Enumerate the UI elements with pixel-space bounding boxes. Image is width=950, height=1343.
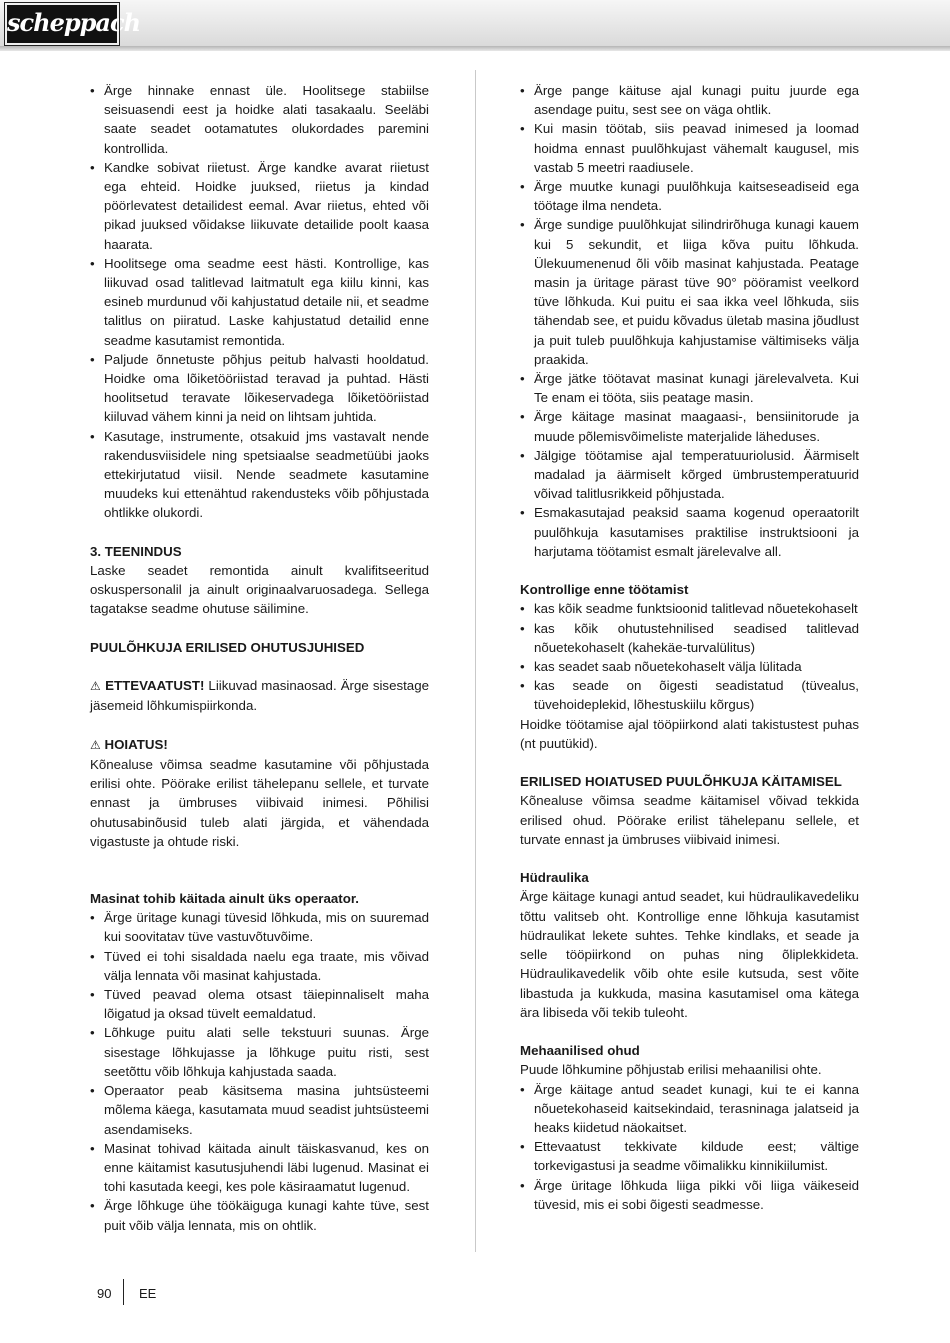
special-warnings-text: Kõnealuse võimsa seadme käitamisel võivad tekkida erilised ohud. Pöörake erilist tähelepanu sellele, et turvate ennast ja ümbruses viibivaid inimesi. bbox=[520, 793, 859, 847]
caution-text: Liikuvad masinaosad. Ärge sisestage jäsemeid lõhkumispiirkonda. bbox=[90, 678, 429, 714]
list-item: • Jälgige töötamise ajal temperatuuriolusid. Äärmiselt madalad ja äärmiselt kõrged ümbrustemperatuurid võivad talitlusrikkeid põhjustada. bbox=[520, 446, 859, 504]
list-item: • Ärge lõhkuge ühe töökäiguga kunagi kahte tüve, sest puit võib välja lennata, mis on ohtlik. bbox=[90, 1196, 429, 1234]
list-item: • Ärge jätke töötavat masinat kunagi järelevalveta. Kui Te enam ei tööta, siis peatage masin. bbox=[520, 369, 859, 407]
caution-paragraph bbox=[90, 676, 429, 715]
list-item: • Ärge käitage antud seadet kunagi, kui te ei kanna nõuetekohaseid kaitsekindaid, terasninaga jalatseid ja heaks kiidetud näokaitset. bbox=[520, 1080, 859, 1138]
list-item: • Ärge üritage lõhkuda liiga pikki või liiga väikeseid tüvesid, mis ei sobi õigesti seadmesse. bbox=[520, 1176, 859, 1214]
list-item: • Esmakasutajad peaksid saama kogenud operaatorilt puulõhkuja kasutamises praktilise instruktsiooni ja harjutama töötamist esmalt järelevalve all. bbox=[520, 503, 859, 561]
list-item: • Masinat tohivad käitada ainult täiskasvanud, kes on enne käitamist kasutusjuhendi läbi lugenud. Masinat ei tohi kasutada keegi, kes pole käsiraamatut lugenud. bbox=[90, 1139, 429, 1197]
intro-bullet-list bbox=[90, 81, 429, 523]
list-item: • kas seade on õigesti seadistatud (tüvealus, tüvehoideplekid, lõhestuskiilu kõrgus) bbox=[520, 676, 859, 714]
warning-label: HOIATUS! bbox=[104, 736, 168, 752]
footer-divider bbox=[123, 1279, 124, 1305]
operator-bullet-list bbox=[90, 908, 429, 1234]
list-item: • Ärge hinnake ennast üle. Hoolitsege stabiilse seisuasendi eest ja hoidke alati tasakaalu. Seeläbi saate seadet ootamatutes olukordades paremini kontrollida. bbox=[90, 81, 429, 158]
list-item: • Kasutage, instrumente, otsakuid jms vastavalt nende rakendusviisidele ning spetsiaalse seadmetüübi jaoks ettekirjutatud viisil. Nende seadmete kasutamine muudeks kui ettenähtud rakendusteks võib põhjustada ohtlikke olukordi. bbox=[90, 427, 429, 523]
special-safety-heading: PUULÕHKUJA ERILISED OHUTUSJUHISED bbox=[90, 639, 365, 655]
left-column bbox=[90, 81, 429, 1235]
list-item: • Paljude õnnetuste põhjus peitub halvasti hooldatud. Hoidke oma lõiketööriistad teravad ja puhtad. Hästi hoolitsetud teravate lõikeservadega lõiketööriistad kiiluvad vähem kinni ja neid on lihtsam juhtida. bbox=[90, 350, 429, 427]
page-footer bbox=[0, 1283, 950, 1305]
list-item: • Kui masin töötab, siis peavad inimesed ja loomad hoidma ennast puulõhkujast vähemalt kaugusel, mis vastab 5 meetri raadiusele. bbox=[520, 119, 859, 177]
warning-triangle-icon: ⚠ bbox=[90, 737, 101, 752]
column-divider bbox=[475, 70, 476, 1252]
operation-bullet-list bbox=[520, 81, 859, 561]
list-item: • Ärge pange käituse ajal kunagi puitu juurde ega asendage puitu, sest see on väga ohtlik. bbox=[520, 81, 859, 119]
check-bullet-list bbox=[520, 599, 859, 714]
list-item: • Tüved ei tohi sisaldada naelu ega traate, mis võivad välja lennata või masinat kahjustada. bbox=[90, 947, 429, 985]
service-text: Laske seadet remontida ainult kvalifitseeritud oskuspersonalil ja ainult originaalvaruosadega. Sellega tagatakse seadme ohutuse säilimine. bbox=[90, 563, 429, 617]
warning-text: Kõnealuse võimsa seadme kasutamine või põhjustada erilisi ohte. Pöörake erilist tähelepanu sellele, et turvate ennast ja ümbruses viibivaid inimesi. Põhilisi ohutusabinõusid tuleb alati järgida, et vähendada vigastuste ja ohtude riski. bbox=[90, 757, 429, 849]
list-item: • Hoolitsege oma seadme eest hästi. Kontrollige, kas liikuvad osad talitlevad laitmatult ega kiilu kinni, kas esineb murdunud või kahjustatud detaile nii, et seadme talitlus on piiratud. Laske kahjustatud detailid enne seadme kasutamist remontida. bbox=[90, 254, 429, 350]
mechanical-text: Puude lõhkumine põhjustab erilisi mehaanilisi ohte. bbox=[520, 1062, 822, 1078]
language-code: EE bbox=[139, 1286, 157, 1301]
operator-heading: Masinat tohib käitada ainult üks operaator. bbox=[90, 891, 359, 907]
mechanical-heading: Mehaanilised ohud bbox=[520, 1043, 640, 1059]
list-item: • Ärge käitage masinat maagaasi-, bensiinitorude ja muude põlemisvõimeliste materjalide läheduses. bbox=[520, 407, 859, 445]
mechanical-bullet-list bbox=[520, 1080, 859, 1214]
check-after-text: Hoidke töötamise ajal tööpiirkond alati takistustest puhas (nt puutükid). bbox=[520, 716, 859, 751]
list-item: • Lõhkuge puitu alati selle tekstuuri suunas. Ärge sisestage lõhkujasse ja lõhkuge puitu risti, sest seetõttu võib lõhkuja kahjustada saada. bbox=[90, 1023, 429, 1081]
list-item: • Tüved peavad olema otsast täiepinnaliselt maha lõigatud ja oksad tüvelt eemaldatud. bbox=[90, 985, 429, 1023]
warning-triangle-icon: ⚠ bbox=[90, 679, 102, 694]
list-item: • Ärge muutke kunagi puulõhkuja kaitseseadiseid ega töötage ilma nendeta. bbox=[520, 177, 859, 215]
list-item: • Ettevaatust tekkivate kildude eest; vältige torkevigastusi ja seadme võimalikku kinnikiilumist. bbox=[520, 1137, 859, 1175]
right-column bbox=[520, 81, 859, 1214]
caution-label: ETTEVAATUST! bbox=[105, 678, 205, 694]
list-item: • kas kõik ohutustehnilised seadised talitlevad nõuetekohaselt (kahekäe-turvalülitus) bbox=[520, 619, 859, 657]
page-header bbox=[0, 0, 950, 48]
special-warnings-heading: ERILISED HOIATUSED PUULÕHKUJA KÄITAMISEL bbox=[520, 774, 842, 790]
list-item: • Kandke sobivat riietust. Ärge kandke avarat riietust ega ehteid. Hoidke juuksed, riietus ja kindad pöörlevatest detailidest eemal. Avar riietus, ehted või pikad juuksed võidakse liikuvate detailide poolt kaasa haarata. bbox=[90, 158, 429, 254]
service-heading: 3. TEENINDUS bbox=[90, 543, 182, 559]
warning-heading bbox=[90, 735, 429, 755]
check-heading: Kontrollige enne töötamist bbox=[520, 582, 689, 598]
list-item: • Operaator peab käsitsema masina juhtsüsteemi mõlema käega, kasutamata muud seadist juhtsüsteemi asendamiseks. bbox=[90, 1081, 429, 1139]
hydraulics-text: Ärge käitage kunagi antud seadet, kui hüdraulikavedeliku tõttu valitseb oht. Kontrollige enne lõhkuja kasutamist hüdraulikat lekete suhtes. Tehke kindlaks, et seade ja selle tööpiirkond on puhas ning õliplekkideta. Hüdraulikavedelik võib ohte esile kutsuda, sest võite libastuda ja kukkuda, masina kasutamisel oma kätega ära libiseda või tekib tuleoht. bbox=[520, 889, 859, 1020]
list-item: • Ärge sundige puulõhkujat silindrirõhuga kunagi kauem kui 5 sekundit, et liiga kõva puitu lõhkuda. Ülekuumenenud õli võib masinat kahjustada. Peatage masin ja üritage pärast tüve 90° pööramist veelkord tüve lõhkuda. Kui puitu ei saa ikka veel lõhkuda, siis tähendab see, et puidu kõvadus ületab masina jõudlust ja puit tuleb puulõhkuja kahjustamise vältimiseks välja praakida. bbox=[520, 215, 859, 369]
hydraulics-heading: Hüdraulika bbox=[520, 870, 589, 886]
page-number: 90 bbox=[97, 1286, 112, 1301]
scheppach-logo: scheppach bbox=[5, 3, 119, 45]
list-item: • kas seadet saab nõuetekohaselt välja lülitada bbox=[520, 657, 859, 676]
list-item: • Ärge üritage kunagi tüvesid lõhkuda, mis on suuremad kui soovitatav tüve vastuvõtuvõime. bbox=[90, 908, 429, 946]
list-item: • kas kõik seadme funktsioonid talitlevad nõuetekohaselt bbox=[520, 599, 859, 618]
header-rule bbox=[0, 46, 950, 51]
